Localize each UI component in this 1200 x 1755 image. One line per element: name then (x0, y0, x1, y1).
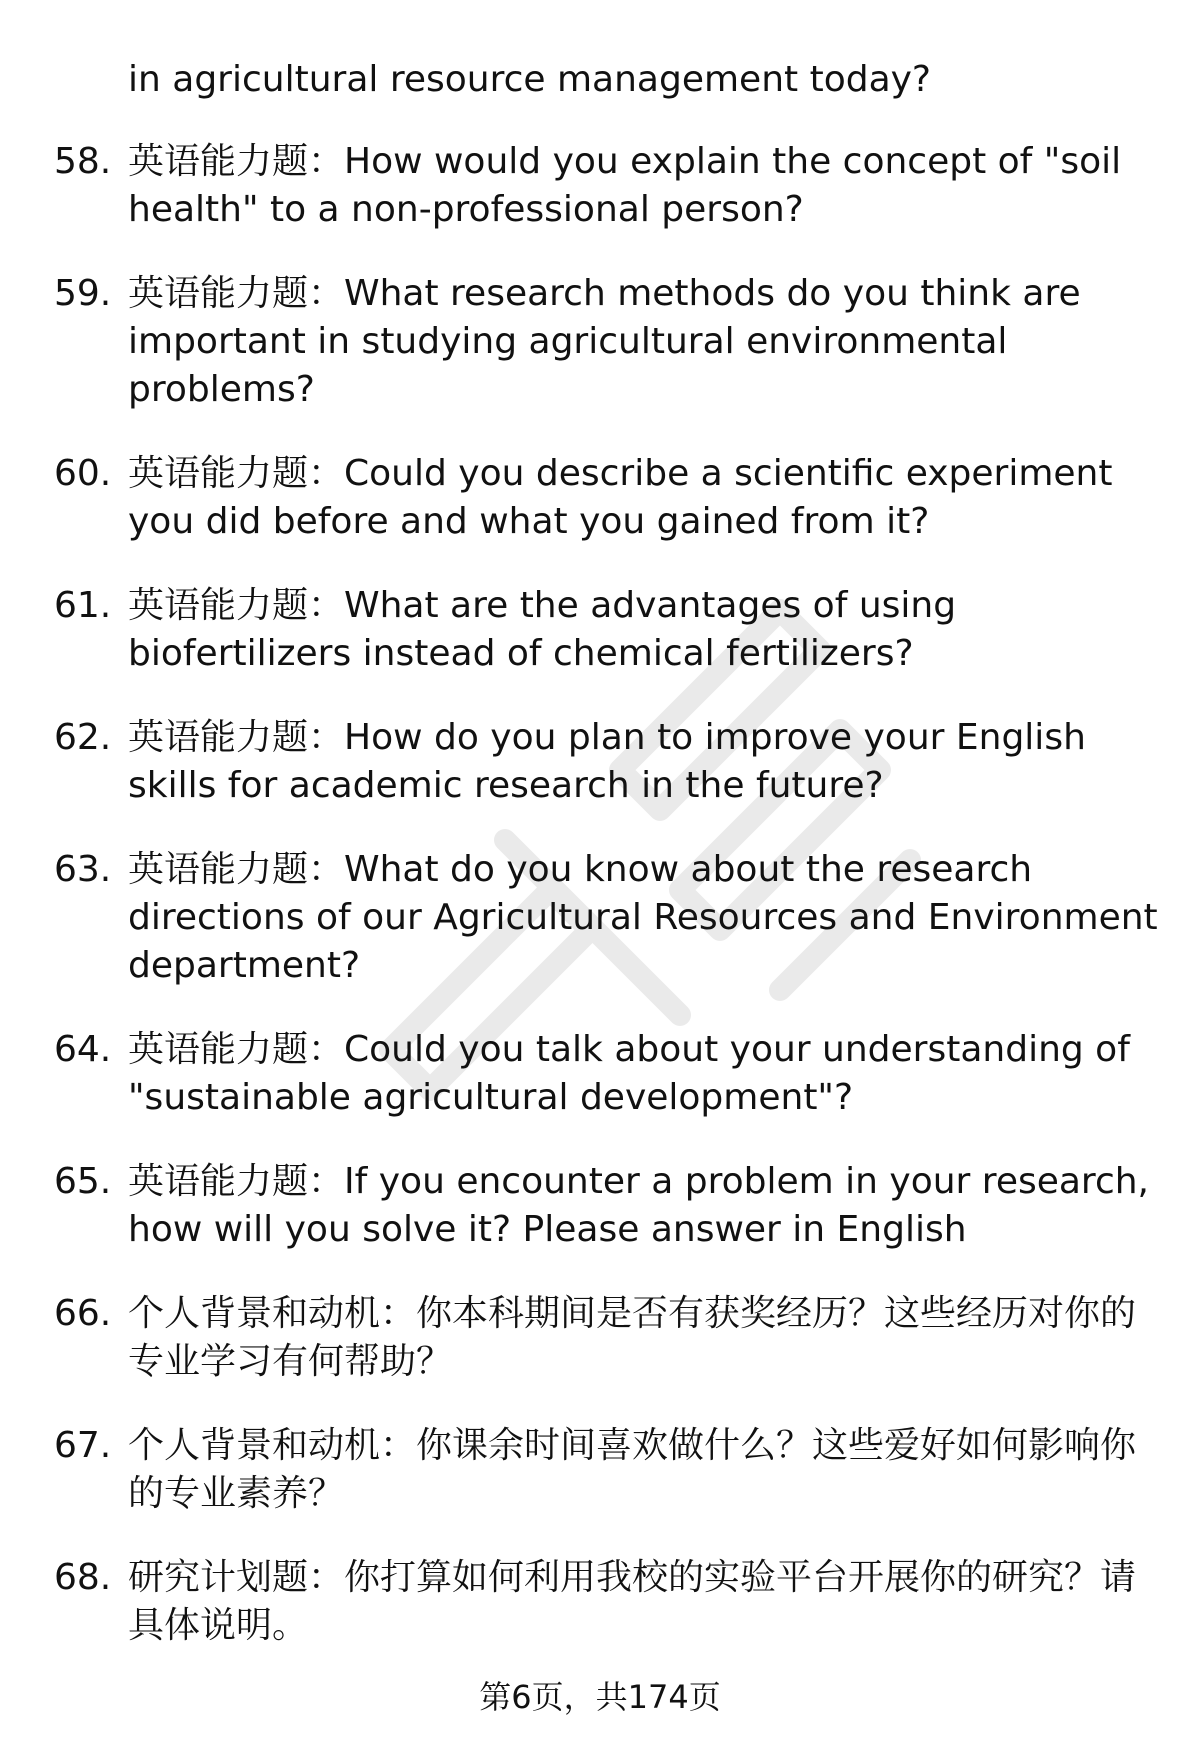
question-item (0, 846, 1200, 990)
question-number: 67. (54, 1425, 112, 1466)
continuation-text: in agricultural resource management today? (128, 59, 932, 100)
question-text: 个人背景和动机：你本科期间是否有获奖经历？这些经历对你的专业学习有何帮助？ (128, 1293, 1137, 1382)
question-number: 65. (54, 1161, 112, 1202)
question-number: 63. (54, 849, 112, 890)
question-item (0, 270, 1200, 414)
question-text: 个人背景和动机：你课余时间喜欢做什么？这些爱好如何影响你的专业素养？ (128, 1425, 1137, 1514)
question-item (0, 1554, 1200, 1650)
question-item (0, 1158, 1200, 1254)
question-number: 61. (54, 585, 112, 626)
question-item (0, 582, 1200, 678)
question-number: 59. (54, 273, 112, 314)
question-list (0, 138, 1200, 1686)
question-number: 66. (54, 1293, 112, 1334)
question-item (0, 1290, 1200, 1386)
question-number: 62. (54, 717, 112, 758)
question-number: 60. (54, 453, 112, 494)
question-number: 64. (54, 1029, 112, 1070)
question-item (0, 450, 1200, 546)
question-text: 英语能力题：What are the advantages of using biofertilizers instead of chemical fertilizers? (128, 585, 957, 674)
question-item (0, 138, 1200, 234)
question-number: 68. (54, 1557, 112, 1598)
question-text: 研究计划题：你打算如何利用我校的实验平台开展你的研究？请具体说明。 (128, 1557, 1137, 1646)
question-text: 英语能力题：Could you describe a scientific experiment you did before and what you gained from it? (128, 453, 1113, 542)
question-text: 英语能力题：How do you plan to improve your English skills for academic research in the future? (128, 717, 1086, 806)
question-item (0, 714, 1200, 810)
question-text: 英语能力题：Could you talk about your understanding of "sustainable agricultural development"? (128, 1029, 1130, 1118)
question-number: 58. (54, 141, 112, 182)
question-item (0, 1422, 1200, 1518)
question-text: 英语能力题：If you encounter a problem in your research, how will you solve it? Please answer in English (128, 1161, 1149, 1250)
question-item (0, 1026, 1200, 1122)
question-text: 英语能力题：What research methods do you think are important in studying agricultural environmental problems? (128, 273, 1081, 410)
page-footer: 第6页，共174页 (479, 1678, 721, 1716)
question-text: 英语能力题：How would you explain the concept of "soil health" to a non-professional person? (128, 141, 1122, 230)
question-text: 英语能力题：What do you know about the research directions of our Agricultural Resources and Environment department? (128, 849, 1158, 986)
